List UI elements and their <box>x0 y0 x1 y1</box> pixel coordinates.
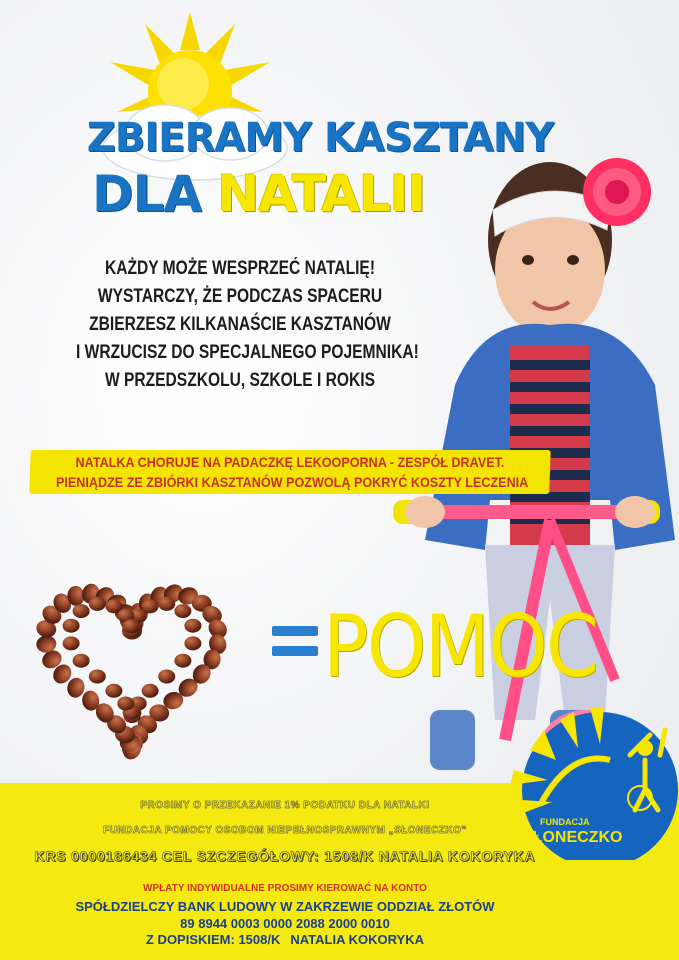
chestnut <box>184 636 201 650</box>
info-banner <box>30 452 550 492</box>
chestnut <box>174 654 191 668</box>
body-line: WYSTARCZY, ŻE PODCZAS SPACERU <box>97 286 383 307</box>
banner-line: NATALKA CHORUJE NA PADACZKĘ LEKOOPORNA - ZESPÓŁ DRAVET. <box>75 454 505 470</box>
footer-bank-name: SPÓŁDZIELCZY BANK LUDOWY W ZAKRZEWIE ODDZIAŁ ZŁOTÓW <box>75 899 495 914</box>
sloneczko-logo <box>500 700 679 860</box>
chestnut <box>73 604 90 618</box>
chestnut <box>184 619 201 633</box>
footer-dopisek-label: Z DOPISKIEM: 1508/K <box>146 932 281 947</box>
logo-fundacja: FUNDACJA <box>540 817 590 827</box>
logo-name: SŁONECZKO <box>522 829 623 846</box>
body-line: KAŻDY MOŻE WESPRZEĆ NATALIĘ! <box>104 258 376 279</box>
body-line: W PRZEDSZKOLU, SZKOLE I ROKIS <box>104 370 376 391</box>
equals-sign <box>272 622 320 662</box>
chestnut <box>105 684 122 698</box>
chestnut <box>63 636 80 650</box>
chestnut <box>158 670 175 684</box>
body-line: I WRZUCISZ DO SPECJALNEGO POJEMNIKA! <box>76 342 419 363</box>
chestnut <box>73 654 90 668</box>
footer-line-2: FUNDACJA POMOCY OSOBOM NIEPEŁNOSPRAWNYM „SŁONECZKO” <box>103 825 467 836</box>
footer-dopisek-name: NATALIA KOKORYKA <box>290 932 424 947</box>
footer-dopisek <box>0 932 570 947</box>
footer-line-4: WPŁATY INDYWIDUALNE PROSIMY KIEROWAĆ NA KONTO <box>143 883 427 894</box>
title-line-2 <box>92 165 425 223</box>
chestnut <box>174 604 191 618</box>
footer-account-number: 89 8944 0003 0000 2088 2000 0010 <box>180 916 390 931</box>
chestnut <box>63 619 80 633</box>
chestnut <box>117 697 134 711</box>
banner-line: PIENIĄDZE ZE ZBIÓRKI KASZTANÓW POZWOLĄ POKRYĆ KOSZTY LECZENIA <box>56 474 529 490</box>
title-line-1: ZBIERAMY KASZTANY <box>86 115 554 161</box>
chestnut <box>158 597 175 611</box>
chestnut <box>89 670 106 684</box>
body-text <box>76 255 419 395</box>
chestnut <box>89 597 106 611</box>
title-dla: DLA <box>92 165 202 223</box>
pomoc-text: POMOC <box>323 597 598 697</box>
chestnut <box>123 619 140 633</box>
footer-line-1: PROSIMY O PRZEKAZANIE 1% PODATKU DLA NATALKI <box>140 800 430 811</box>
title-natalii: NATALII <box>217 165 426 223</box>
body-line: ZBIERZESZ KILKANAŚCIE KASZTANÓW <box>89 314 391 335</box>
chestnut <box>142 599 159 613</box>
chestnut <box>142 684 159 698</box>
chestnut-heart-icon <box>25 570 240 760</box>
footer-krs: KRS 0000186434 CEL SZCZEGÓŁOWY: 1508/K NATALIA KOKORYKA <box>34 848 536 864</box>
